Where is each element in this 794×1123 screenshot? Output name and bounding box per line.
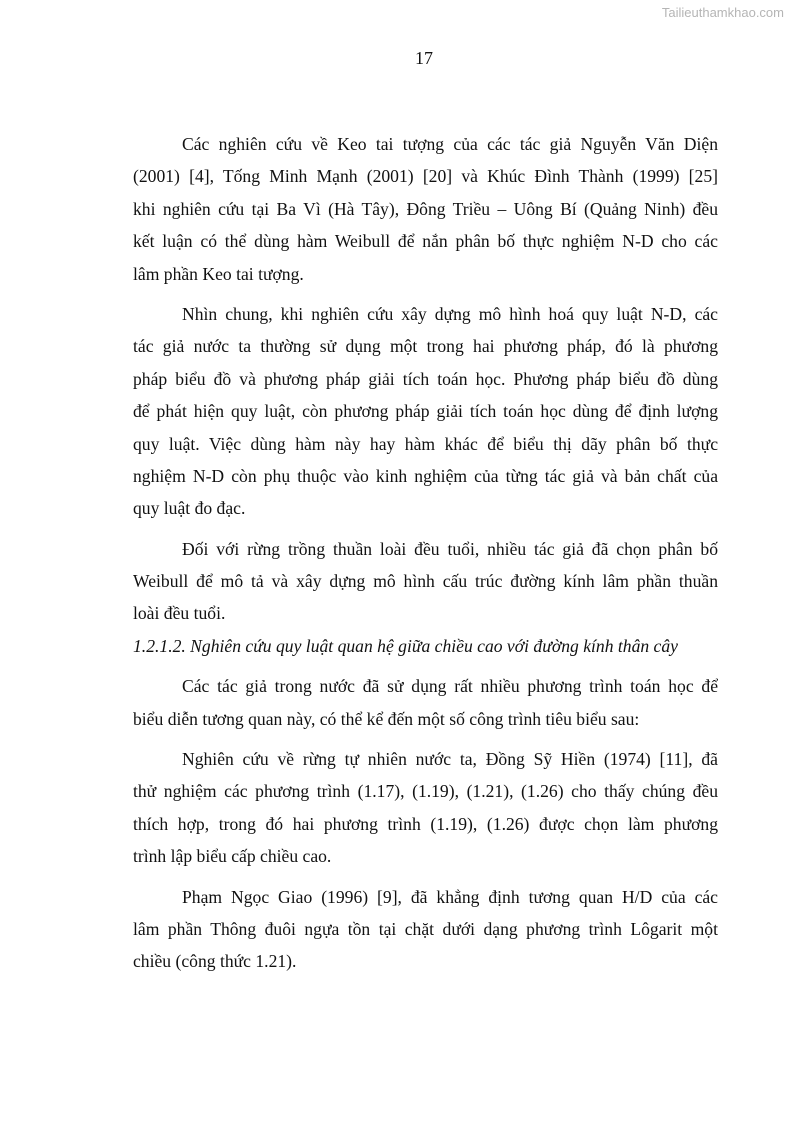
- text-line: Nhìn chung, khi nghiên cứu xây dựng mô hình hoá quy luật N-D, các: [182, 303, 718, 324]
- text-line: Phạm Ngọc Giao (1996) [9], đã khẳng định tương quan H/D của các: [182, 886, 718, 907]
- text-line: lâm phần Keo tai tượng.: [133, 263, 304, 284]
- text-line: chiều (công thức 1.21).: [133, 951, 297, 972]
- text-line: Đối với rừng trồng thuần loài đều tuổi, nhiều tác giả đã chọn phân bố: [182, 538, 718, 559]
- text-line: loài đều tuổi.: [133, 603, 226, 624]
- paragraph: [133, 533, 718, 630]
- text-line: khi nghiên cứu tại Ba Vì (Hà Tây), Đông Triều – Uông Bí (Quảng Ninh) đều: [133, 198, 718, 219]
- text-line: quy luật đo đạc.: [133, 498, 246, 519]
- heading-text: 1.2.1.2. Nghiên cứu quy luật quan hệ giữa chiều cao với đường kính thân cây: [133, 635, 678, 656]
- text-line: (2001) [4], Tống Minh Mạnh (2001) [20] và Khúc Đình Thành (1999) [25]: [133, 166, 718, 187]
- text-line: thích hợp, trong đó hai phương trình (1.19), (1.26) được chọn làm phương: [133, 813, 718, 834]
- paragraph: [133, 743, 718, 873]
- section-heading: [133, 630, 718, 662]
- text-line: lâm phần Thông đuôi ngựa tồn tại chặt dưới dạng phương trình Lôgarit một: [133, 918, 718, 939]
- text-line: Các tác giả trong nước đã sử dụng rất nhiều phương trình toán học để: [182, 676, 718, 697]
- text-line: trình lập biểu cấp chiều cao.: [133, 846, 332, 867]
- paragraph: [133, 128, 718, 290]
- text-line: Nghiên cứu về rừng tự nhiên nước ta, Đồng Sỹ Hiền (1974) [11], đã: [182, 749, 718, 770]
- page-number: 17: [415, 48, 433, 68]
- paragraph: [133, 670, 718, 735]
- text-line: Weibull để mô tả và xây dựng mô hình cấu trúc đường kính lâm phần thuần: [133, 571, 718, 592]
- text-line: pháp biểu đồ và phương pháp giải tích toán học. Phương pháp biểu đồ dùng: [133, 368, 718, 389]
- paragraph: [133, 298, 718, 525]
- watermark: Tailieuthamkhao.com: [661, 5, 784, 20]
- text-line: nghiệm N-D còn phụ thuộc vào kinh nghiệm của từng tác giả và bản chất của: [133, 465, 718, 486]
- text-line: quy luật. Việc dùng hàm này hay hàm khác để biểu thị dãy phân bố thực: [133, 433, 718, 454]
- text-line: để phát hiện quy luật, còn phương pháp giải tích toán học dùng để định lượng: [133, 401, 718, 422]
- document-body: [133, 128, 718, 978]
- paragraph: [133, 881, 718, 978]
- text-line: kết luận có thể dùng hàm Weibull để nắn phân bố thực nghiệm N-D cho các: [133, 231, 718, 252]
- text-line: Các nghiên cứu về Keo tai tượng của các tác giả Nguyễn Văn Diện: [182, 134, 718, 154]
- text-line: thử nghiệm các phương trình (1.17), (1.19), (1.21), (1.26) cho thấy chúng đều: [133, 781, 718, 802]
- text-line: tác giả nước ta thường sử dụng một trong hai phương pháp, đó là phương: [133, 336, 718, 357]
- text-line: biểu diễn tương quan này, có thể kể đến một số công trình tiêu biểu sau:: [133, 708, 640, 729]
